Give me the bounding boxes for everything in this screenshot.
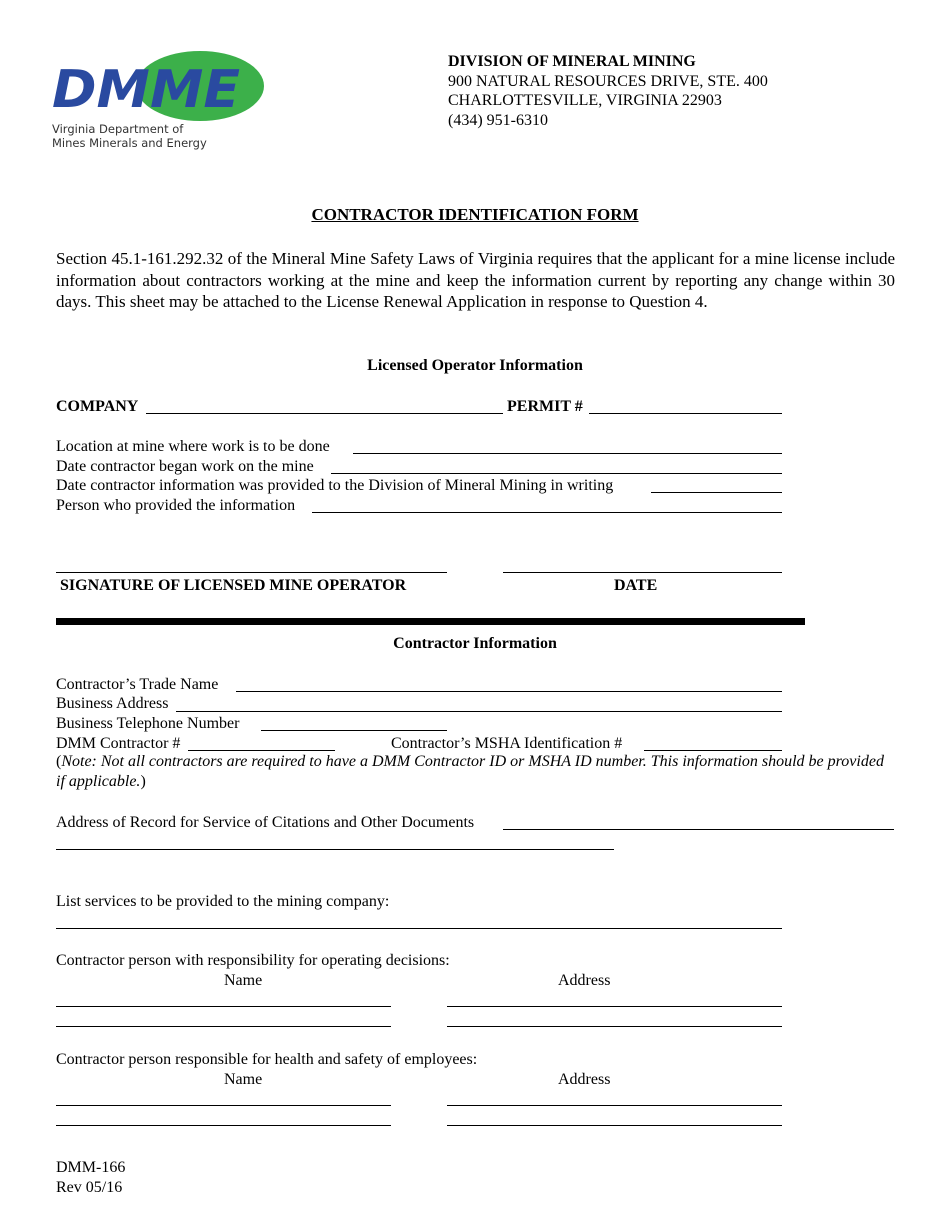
location-label: Location at mine where work is to be done [56, 438, 330, 455]
person-provided-field[interactable] [312, 512, 782, 513]
trade-name-field[interactable] [236, 691, 782, 692]
safety-address-field-1[interactable] [447, 1105, 782, 1106]
safety-name-field-2[interactable] [56, 1125, 391, 1126]
operating-address-field-2[interactable] [447, 1026, 782, 1027]
operating-address-field-1[interactable] [447, 1006, 782, 1007]
address-of-record-field[interactable] [503, 829, 894, 830]
logo-caption [52, 122, 207, 150]
safety-name-header: Name [224, 1071, 263, 1088]
division-phone: (434) 951-6310 [448, 111, 548, 129]
dmme-logo-graphic [50, 44, 270, 124]
msha-id-field[interactable] [644, 750, 782, 751]
person-provided-label: Person who provided the information [56, 497, 296, 514]
began-work-field[interactable] [331, 473, 782, 474]
id-note [56, 752, 895, 792]
division-name: DIVISION OF MINERAL MINING [448, 53, 696, 70]
safety-address-field-2[interactable] [447, 1125, 782, 1126]
logo-caption-line1: Virginia Department of [52, 122, 184, 136]
operating-name-header: Name [224, 972, 263, 989]
date-label: DATE [614, 577, 658, 594]
operating-address-header: Address [558, 972, 611, 989]
section-divider [56, 618, 805, 625]
form-title: CONTRACTOR IDENTIFICATION FORM [311, 205, 639, 224]
note-open-paren: ( [56, 753, 62, 770]
health-safety-label: Contractor person responsible for health and safety of employees: [56, 1051, 478, 1068]
business-phone-label: Business Telephone Number [56, 715, 240, 732]
company-label: COMPANY [56, 398, 139, 415]
info-provided-date-label: Date contractor information was provided to the Division of Mineral Mining in writing [56, 477, 614, 494]
services-label: List services to be provided to the mining company: [56, 893, 390, 910]
division-street: 900 NATURAL RESOURCES DRIVE, STE. 400 [448, 72, 768, 90]
logo-caption-line2: Mines Minerals and Energy [52, 136, 207, 150]
logo-wordmark: DMME [52, 60, 240, 120]
signature-label: SIGNATURE OF LICENSED MINE OPERATOR [60, 577, 407, 594]
intro-paragraph: Section 45.1-161.292.32 of the Mineral Mine Safety Laws of Virginia requires that the applicant for a mine license include information about contractors working at the mine and keep the information current by reporting any change within 30 days. This sheet may be attached to the License Renewal Application in response to Question 4. [56, 249, 895, 311]
signature-field[interactable] [56, 572, 447, 573]
dmm-contractor-label: DMM Contractor # [56, 735, 181, 752]
note-text: Note: Not all contractors are required to have a DMM Contractor ID or MSHA ID number. This information should be provided if applicable. [56, 753, 884, 790]
operating-decisions-label: Contractor person with responsibility for operating decisions: [56, 952, 450, 969]
msha-id-label: Contractor’s MSHA Identification # [391, 735, 623, 752]
business-address-field[interactable] [176, 711, 782, 712]
operator-section-heading: Licensed Operator Information [367, 357, 583, 374]
dmm-contractor-field[interactable] [188, 750, 335, 751]
location-field[interactable] [353, 453, 782, 454]
services-field[interactable] [56, 928, 782, 929]
company-field[interactable] [146, 413, 503, 414]
trade-name-label: Contractor’s Trade Name [56, 676, 219, 693]
contractor-section-heading: Contractor Information [393, 635, 557, 652]
permit-field[interactable] [589, 413, 782, 414]
business-phone-field[interactable] [261, 730, 447, 731]
division-city: CHARLOTTESVILLE, VIRGINIA 22903 [448, 92, 722, 109]
operating-name-field-2[interactable] [56, 1026, 391, 1027]
form-revision: Rev 05/16 [56, 1179, 123, 1196]
address-of-record-label: Address of Record for Service of Citations and Other Documents [56, 814, 475, 831]
safety-address-header: Address [558, 1071, 611, 1088]
dmme-logo [50, 44, 270, 152]
division-address-block [448, 52, 768, 130]
permit-label: PERMIT # [507, 398, 583, 415]
info-provided-date-field[interactable] [651, 492, 782, 493]
began-work-label: Date contractor began work on the mine [56, 458, 314, 475]
operating-name-field-1[interactable] [56, 1006, 391, 1007]
form-number: DMM-166 [56, 1159, 126, 1176]
business-address-label: Business Address [56, 695, 169, 712]
note-close-paren: ) [140, 773, 146, 790]
safety-name-field-1[interactable] [56, 1105, 391, 1106]
date-field[interactable] [503, 572, 782, 573]
address-of-record-field-line2[interactable] [56, 849, 614, 850]
